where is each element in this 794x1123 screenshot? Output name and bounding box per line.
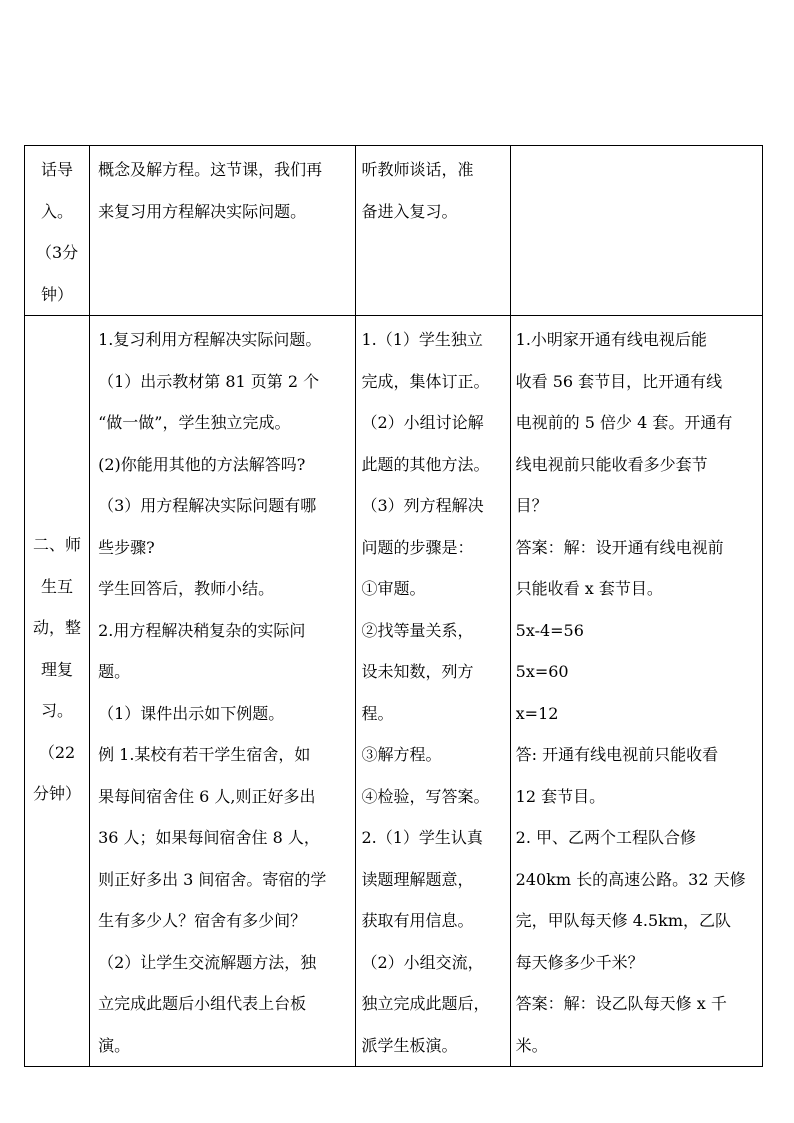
- text-line: 学生回答后，教师小结。: [98, 579, 275, 598]
- text-line: 独立完成此题后，: [361, 994, 490, 1013]
- text-line: 36 人；如果每间宿舍住 8 人，: [98, 828, 320, 847]
- text-line: 1.小明家开通有线电视后能: [515, 330, 707, 349]
- text-line: （1）出示教材第 81 页第 2 个: [98, 371, 320, 391]
- text-line: 分钟）: [33, 784, 82, 803]
- student-activity-cell: [356, 316, 510, 1067]
- text-line: “做一做”，学生独立完成。: [98, 413, 291, 432]
- text-line: 理复: [41, 659, 74, 679]
- text-line: (2)你能用其他的方法解答吗?: [98, 454, 306, 474]
- text-line: （3）列方程解决: [361, 496, 484, 515]
- text-line: 此题的其他方法。: [361, 454, 490, 474]
- table-row: [25, 316, 763, 1067]
- text-line: 答案：解：设乙队每天修 x 千: [515, 994, 727, 1013]
- text-line: 派学生板演。: [361, 1035, 458, 1055]
- text-line: 答案：解：设开通有线电视前: [515, 537, 724, 557]
- text-line: ②找等量关系，: [361, 620, 474, 640]
- text-line: 习。: [41, 701, 74, 720]
- text-line: 备进入复习。: [361, 201, 458, 221]
- text-line: 题。: [98, 662, 131, 681]
- teacher-activity-cell: [90, 316, 356, 1067]
- text-line: 果每间宿舍住 6 人,则正好多出: [98, 786, 316, 806]
- text-line: 钟）: [41, 284, 74, 304]
- text-line: 问题的步骤是：: [361, 537, 474, 557]
- text-line: 来复习用方程解决实际问题。: [98, 201, 307, 221]
- text-line: 完，甲队每天修 4.5km，乙队: [515, 911, 732, 930]
- text-line: 生互: [41, 576, 74, 596]
- text-line: 1.（1）学生独立: [361, 330, 483, 349]
- text-line: 只能收看 x 套节目。: [515, 579, 663, 598]
- text-line: 2.用方程解决稍复杂的实际问: [98, 620, 306, 640]
- text-line: 米。: [515, 1035, 548, 1055]
- text-line: （3）用方程解决实际问题有哪: [98, 496, 317, 515]
- text-line: 生有多少人？宿舍有多少间？: [98, 911, 307, 930]
- text-line: 12 套节目。: [515, 786, 606, 806]
- text-line: （2）小组交流，: [361, 952, 484, 972]
- text-line: ③解方程。: [361, 745, 442, 764]
- text-line: 线电视前只能收看多少套节: [515, 454, 708, 474]
- text-line: 2.（1）学生认真: [361, 828, 483, 847]
- table-row: [25, 146, 763, 316]
- text-line: 程。: [361, 703, 394, 723]
- text-line: 听教师谈话，准: [361, 160, 474, 179]
- text-line: （2）小组讨论解: [361, 413, 484, 432]
- text-line: 目？: [515, 496, 548, 515]
- text-line: 二、师: [33, 535, 82, 554]
- text-line: 收看 56 套节目，比开通有线: [515, 371, 723, 391]
- text-line: 立完成此题后小组代表上台板: [98, 994, 307, 1013]
- text-line: 答: 开通有线电视前只能收看: [515, 745, 719, 764]
- text-line: （1）课件出示如下例题。: [98, 703, 285, 723]
- text-line: 动，整: [33, 618, 82, 637]
- text-line: 设未知数，列方: [361, 662, 474, 681]
- stage-cell: [25, 316, 90, 1067]
- text-line: x=12: [515, 703, 559, 723]
- text-line: 则正好多出 3 间宿舍。寄宿的学: [98, 869, 327, 889]
- text-line: 完成，集体订正。: [361, 371, 490, 391]
- text-line: 读题理解题意，: [361, 869, 474, 889]
- text-line: 概念及解方程。这节课，我们再: [98, 160, 323, 179]
- text-line: 每天修多少千米？: [515, 952, 644, 972]
- text-line: 入。: [41, 201, 74, 221]
- teacher-activity-cell: [90, 146, 356, 316]
- text-line: 话导: [41, 160, 74, 179]
- text-line: 电视前的 5 倍少 4 套。开通有: [515, 413, 733, 432]
- text-line: 1.复习利用方程解决实际问题。: [98, 330, 322, 349]
- text-line: （22: [38, 742, 76, 762]
- lesson-plan-table: [24, 145, 763, 1067]
- text-line: 2. 甲、乙两个工程队合修: [515, 828, 696, 847]
- text-line: 些步骤?: [98, 537, 155, 557]
- stage-cell: [25, 146, 90, 316]
- text-line: （2）让学生交流解题方法，独: [98, 952, 317, 972]
- design-intent-cell: [510, 146, 762, 316]
- text-line: 例 1.某校有若干学生宿舍，如: [98, 745, 311, 764]
- text-line: ①审题。: [361, 579, 426, 598]
- student-activity-cell: [356, 146, 510, 316]
- text-line: （3分: [35, 243, 79, 262]
- design-intent-cell: [510, 316, 762, 1067]
- text-line: 240km 长的高速公路。32 天修: [515, 869, 746, 889]
- text-line: 演。: [98, 1035, 131, 1055]
- text-line: 获取有用信息。: [361, 911, 474, 930]
- text-line: ④检验，写答案。: [361, 786, 490, 806]
- text-line: 5x-4=56: [515, 620, 584, 640]
- text-line: 5x=60: [515, 662, 569, 681]
